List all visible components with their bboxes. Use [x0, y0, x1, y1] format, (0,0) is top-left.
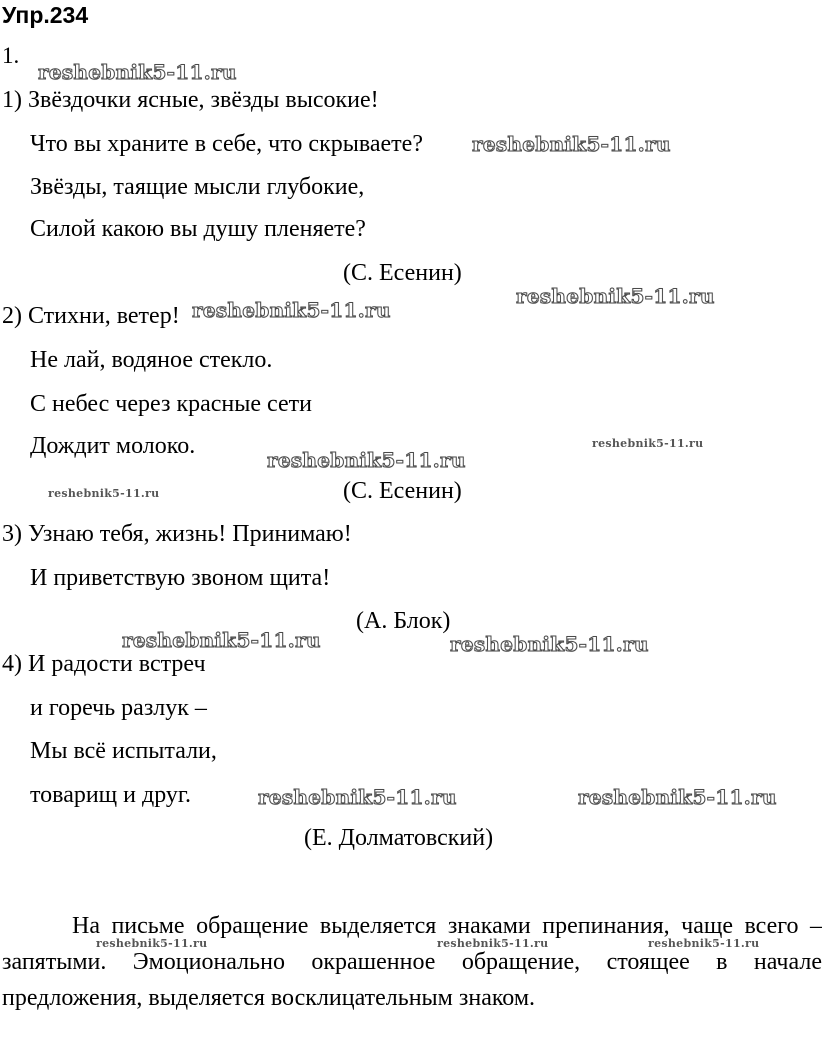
watermark: reshebnik5-11.ru — [472, 132, 671, 156]
poem-1-author: (С. Есенин) — [343, 260, 462, 286]
rule-paragraph: На письме обращение выделяется знаками препинания, чаще всего – запятыми. Эмоционально окрашенное обращение, стоящее в начале предложения, выделяется восклицательным знаком. — [2, 913, 822, 1011]
poem-2-author: (С. Есенин) — [343, 478, 462, 504]
poem-4-line-3: Мы всё испытали, — [30, 738, 217, 764]
poem-1-line-3: Звёзды, таящие мысли глубокие, — [30, 174, 365, 200]
watermark: reshebnik5-11.ru — [38, 60, 237, 84]
poem-4-author: (Е. Долматовский) — [304, 825, 494, 851]
watermark: reshebnik5-11.ru — [516, 284, 715, 308]
exercise-title: Упр.234 — [2, 2, 89, 28]
poem-4-line-4: товарищ и друг. — [30, 782, 192, 808]
watermark: reshebnik5-11.ru — [578, 785, 777, 809]
watermark: reshebnik5-11.ru — [258, 785, 457, 809]
watermark: reshebnik5-11.ru — [592, 437, 704, 450]
watermark: reshebnik5-11.ru — [48, 487, 160, 500]
poem-3-author: (А. Блок) — [356, 608, 451, 634]
poem-1-line-2: Что вы храните в себе, что скрываете? — [30, 131, 423, 157]
poem-3-line-2: И приветствую звоном щита! — [30, 565, 331, 591]
watermark: reshebnik5-11.ru — [450, 632, 649, 656]
poem-2-line-1: 2) Стихни, ветер! — [2, 303, 180, 329]
watermark: reshebnik5-11.ru — [437, 937, 549, 950]
watermark: reshebnik5-11.ru — [96, 937, 208, 950]
watermark: reshebnik5-11.ru — [648, 937, 760, 950]
watermark: reshebnik5-11.ru — [267, 448, 466, 472]
poem-2-line-4: Дождит молоко. — [30, 433, 196, 459]
poem-2-line-3: С небес через красные сети — [30, 391, 312, 417]
poem-3-line-1: 3) Узнаю тебя, жизнь! Принимаю! — [2, 521, 352, 547]
poem-1-line-1: 1) Звёздочки ясные, звёзды высокие! — [2, 87, 379, 113]
poem-1-line-4: Силой какою вы душу пленяете? — [30, 216, 366, 242]
item-number: 1. — [2, 43, 20, 68]
watermark: reshebnik5-11.ru — [192, 298, 391, 322]
poem-4-line-2: и горечь разлук – — [30, 695, 207, 721]
watermark: reshebnik5-11.ru — [122, 628, 321, 652]
poem-4-line-1: 4) И радости встреч — [2, 651, 206, 677]
poem-2-line-2: Не лай, водяное стекло. — [30, 347, 273, 373]
